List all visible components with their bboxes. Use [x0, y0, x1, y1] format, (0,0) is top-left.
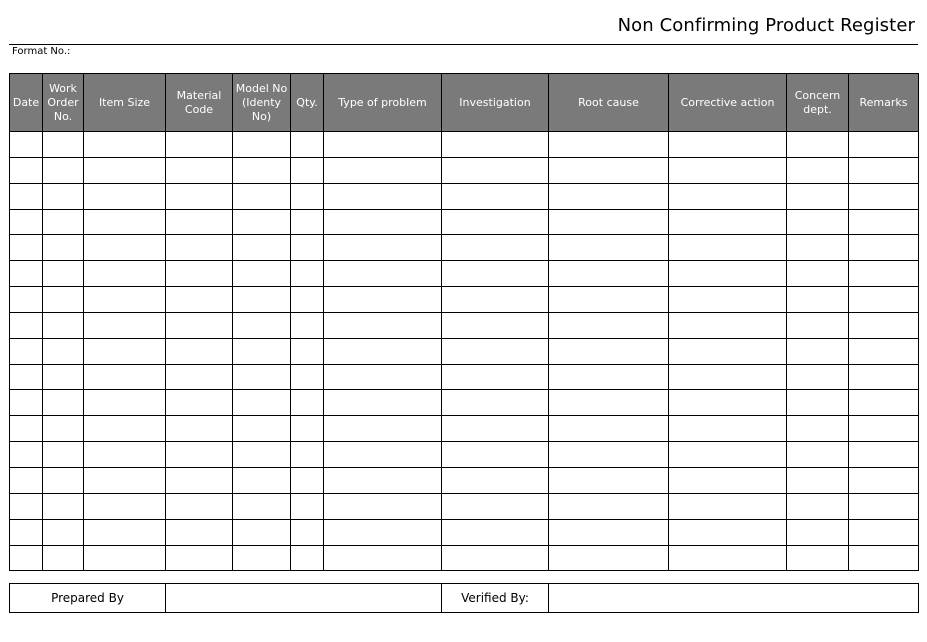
cell-material-code[interactable] [166, 493, 233, 519]
register-table [9, 73, 919, 571]
cell-type-of-problem[interactable] [324, 132, 442, 158]
cell-investigation[interactable] [442, 312, 549, 338]
cell-work-order[interactable] [43, 338, 84, 364]
cell-item-size[interactable] [84, 390, 166, 416]
cell-investigation[interactable] [442, 390, 549, 416]
cell-material-code[interactable] [166, 235, 233, 261]
cell-root-cause[interactable] [549, 312, 669, 338]
header-row [10, 74, 919, 132]
cell-type-of-problem[interactable] [324, 157, 442, 183]
cell-item-size[interactable] [84, 545, 166, 571]
cell-qty[interactable] [291, 390, 324, 416]
format-number-label: Format No.: [12, 46, 71, 57]
cell-remarks[interactable] [849, 545, 919, 571]
cell-concern-dept[interactable] [787, 338, 849, 364]
cell-qty[interactable] [291, 493, 324, 519]
cell-qty[interactable] [291, 338, 324, 364]
table-row [10, 209, 919, 235]
cell-model-no[interactable] [233, 183, 291, 209]
cell-root-cause[interactable] [549, 442, 669, 468]
cell-date[interactable] [10, 467, 43, 493]
cell-concern-dept[interactable] [787, 209, 849, 235]
cell-work-order[interactable] [43, 261, 84, 287]
cell-type-of-problem[interactable] [324, 416, 442, 442]
cell-model-no[interactable] [233, 416, 291, 442]
register-body [10, 132, 919, 571]
cell-root-cause[interactable] [549, 157, 669, 183]
cell-model-no[interactable] [233, 312, 291, 338]
cell-work-order[interactable] [43, 157, 84, 183]
cell-remarks[interactable] [849, 261, 919, 287]
cell-material-code[interactable] [166, 442, 233, 468]
cell-date[interactable] [10, 287, 43, 313]
cell-concern-dept[interactable] [787, 390, 849, 416]
header-item-size: Item Size [84, 74, 166, 132]
cell-type-of-problem[interactable] [324, 493, 442, 519]
cell-date[interactable] [10, 132, 43, 158]
table-row [10, 312, 919, 338]
cell-remarks[interactable] [849, 442, 919, 468]
cell-type-of-problem[interactable] [324, 519, 442, 545]
cell-corrective-action[interactable] [669, 209, 787, 235]
cell-root-cause[interactable] [549, 545, 669, 571]
cell-type-of-problem[interactable] [324, 338, 442, 364]
table-row [10, 519, 919, 545]
table-row [10, 364, 919, 390]
cell-work-order[interactable] [43, 519, 84, 545]
cell-investigation[interactable] [442, 132, 549, 158]
table-row [10, 183, 919, 209]
cell-corrective-action[interactable] [669, 493, 787, 519]
cell-corrective-action[interactable] [669, 287, 787, 313]
header-remarks: Remarks [849, 74, 919, 132]
cell-date[interactable] [10, 416, 43, 442]
cell-investigation[interactable] [442, 209, 549, 235]
signature-row [10, 584, 919, 613]
cell-root-cause[interactable] [549, 493, 669, 519]
cell-work-order[interactable] [43, 416, 84, 442]
table-row [10, 132, 919, 158]
cell-type-of-problem[interactable] [324, 261, 442, 287]
cell-model-no[interactable] [233, 545, 291, 571]
cell-concern-dept[interactable] [787, 442, 849, 468]
table-row [10, 493, 919, 519]
cell-corrective-action[interactable] [669, 390, 787, 416]
cell-material-code[interactable] [166, 364, 233, 390]
cell-date[interactable] [10, 338, 43, 364]
cell-date[interactable] [10, 312, 43, 338]
cell-work-order[interactable] [43, 545, 84, 571]
cell-qty[interactable] [291, 209, 324, 235]
cell-remarks[interactable] [849, 132, 919, 158]
cell-model-no[interactable] [233, 287, 291, 313]
cell-date[interactable] [10, 390, 43, 416]
cell-material-code[interactable] [166, 261, 233, 287]
cell-work-order[interactable] [43, 209, 84, 235]
cell-material-code[interactable] [166, 132, 233, 158]
cell-type-of-problem[interactable] [324, 390, 442, 416]
cell-type-of-problem[interactable] [324, 467, 442, 493]
header-qty: Qty. [291, 74, 324, 132]
cell-material-code[interactable] [166, 390, 233, 416]
cell-root-cause[interactable] [549, 209, 669, 235]
cell-investigation[interactable] [442, 338, 549, 364]
cell-work-order[interactable] [43, 390, 84, 416]
cell-corrective-action[interactable] [669, 442, 787, 468]
cell-qty[interactable] [291, 157, 324, 183]
cell-qty[interactable] [291, 261, 324, 287]
cell-material-code[interactable] [166, 467, 233, 493]
cell-concern-dept[interactable] [787, 364, 849, 390]
cell-item-size[interactable] [84, 157, 166, 183]
cell-type-of-problem[interactable] [324, 442, 442, 468]
cell-corrective-action[interactable] [669, 338, 787, 364]
cell-model-no[interactable] [233, 157, 291, 183]
cell-qty[interactable] [291, 364, 324, 390]
cell-root-cause[interactable] [549, 519, 669, 545]
cell-investigation[interactable] [442, 493, 549, 519]
verified-by-label: Verified By: [442, 584, 549, 613]
cell-concern-dept[interactable] [787, 235, 849, 261]
cell-qty[interactable] [291, 183, 324, 209]
cell-investigation[interactable] [442, 519, 549, 545]
cell-item-size[interactable] [84, 442, 166, 468]
cell-model-no[interactable] [233, 209, 291, 235]
header-type-of-problem: Type of problem [324, 74, 442, 132]
cell-corrective-action[interactable] [669, 132, 787, 158]
cell-root-cause[interactable] [549, 390, 669, 416]
cell-corrective-action[interactable] [669, 519, 787, 545]
cell-date[interactable] [10, 364, 43, 390]
cell-qty[interactable] [291, 235, 324, 261]
table-row [10, 287, 919, 313]
cell-item-size[interactable] [84, 287, 166, 313]
cell-remarks[interactable] [849, 183, 919, 209]
header-model-no: Model No (Identy No) [233, 74, 291, 132]
cell-root-cause[interactable] [549, 287, 669, 313]
cell-corrective-action[interactable] [669, 364, 787, 390]
cell-date[interactable] [10, 261, 43, 287]
header-work-order: Work Order No. [43, 74, 84, 132]
header-investigation: Investigation [442, 74, 549, 132]
cell-concern-dept[interactable] [787, 519, 849, 545]
cell-remarks[interactable] [849, 416, 919, 442]
cell-work-order[interactable] [43, 364, 84, 390]
cell-material-code[interactable] [166, 287, 233, 313]
cell-work-order[interactable] [43, 467, 84, 493]
cell-model-no[interactable] [233, 493, 291, 519]
signature-table [9, 583, 919, 613]
cell-material-code[interactable] [166, 519, 233, 545]
cell-material-code[interactable] [166, 157, 233, 183]
cell-concern-dept[interactable] [787, 157, 849, 183]
cell-concern-dept[interactable] [787, 183, 849, 209]
verified-by-field[interactable] [549, 584, 919, 613]
cell-type-of-problem[interactable] [324, 209, 442, 235]
cell-remarks[interactable] [849, 312, 919, 338]
cell-work-order[interactable] [43, 235, 84, 261]
table-row [10, 545, 919, 571]
cell-corrective-action[interactable] [669, 416, 787, 442]
cell-model-no[interactable] [233, 442, 291, 468]
cell-corrective-action[interactable] [669, 312, 787, 338]
cell-concern-dept[interactable] [787, 467, 849, 493]
cell-remarks[interactable] [849, 390, 919, 416]
table-row [10, 235, 919, 261]
cell-material-code[interactable] [166, 416, 233, 442]
cell-type-of-problem[interactable] [324, 183, 442, 209]
cell-item-size[interactable] [84, 467, 166, 493]
cell-item-size[interactable] [84, 209, 166, 235]
title-divider [9, 44, 918, 45]
cell-investigation[interactable] [442, 416, 549, 442]
table-row [10, 261, 919, 287]
cell-root-cause[interactable] [549, 183, 669, 209]
header-corrective-action: Corrective action [669, 74, 787, 132]
cell-item-size[interactable] [84, 338, 166, 364]
cell-root-cause[interactable] [549, 132, 669, 158]
cell-work-order[interactable] [43, 183, 84, 209]
cell-root-cause[interactable] [549, 338, 669, 364]
cell-root-cause[interactable] [549, 416, 669, 442]
cell-type-of-problem[interactable] [324, 545, 442, 571]
cell-investigation[interactable] [442, 442, 549, 468]
cell-date[interactable] [10, 545, 43, 571]
table-row [10, 416, 919, 442]
cell-remarks[interactable] [849, 235, 919, 261]
cell-model-no[interactable] [233, 235, 291, 261]
cell-date[interactable] [10, 493, 43, 519]
cell-model-no[interactable] [233, 467, 291, 493]
cell-corrective-action[interactable] [669, 545, 787, 571]
cell-item-size[interactable] [84, 493, 166, 519]
cell-corrective-action[interactable] [669, 183, 787, 209]
prepared-by-field[interactable] [166, 584, 442, 613]
cell-investigation[interactable] [442, 545, 549, 571]
table-row [10, 390, 919, 416]
cell-investigation[interactable] [442, 364, 549, 390]
cell-work-order[interactable] [43, 287, 84, 313]
cell-root-cause[interactable] [549, 364, 669, 390]
cell-remarks[interactable] [849, 209, 919, 235]
cell-type-of-problem[interactable] [324, 235, 442, 261]
cell-concern-dept[interactable] [787, 416, 849, 442]
cell-remarks[interactable] [849, 493, 919, 519]
header-concern-dept: Concern dept. [787, 74, 849, 132]
header-material-code: Material Code [166, 74, 233, 132]
cell-model-no[interactable] [233, 364, 291, 390]
cell-concern-dept[interactable] [787, 545, 849, 571]
cell-type-of-problem[interactable] [324, 312, 442, 338]
cell-material-code[interactable] [166, 338, 233, 364]
cell-remarks[interactable] [849, 157, 919, 183]
cell-investigation[interactable] [442, 157, 549, 183]
cell-concern-dept[interactable] [787, 493, 849, 519]
cell-date[interactable] [10, 442, 43, 468]
cell-investigation[interactable] [442, 183, 549, 209]
cell-concern-dept[interactable] [787, 287, 849, 313]
cell-qty[interactable] [291, 416, 324, 442]
cell-remarks[interactable] [849, 467, 919, 493]
cell-qty[interactable] [291, 467, 324, 493]
table-row [10, 442, 919, 468]
cell-material-code[interactable] [166, 209, 233, 235]
cell-material-code[interactable] [166, 545, 233, 571]
cell-corrective-action[interactable] [669, 467, 787, 493]
table-row [10, 338, 919, 364]
cell-qty[interactable] [291, 545, 324, 571]
cell-investigation[interactable] [442, 235, 549, 261]
cell-qty[interactable] [291, 442, 324, 468]
cell-work-order[interactable] [43, 312, 84, 338]
cell-concern-dept[interactable] [787, 132, 849, 158]
table-row [10, 467, 919, 493]
cell-model-no[interactable] [233, 390, 291, 416]
page-title: Non Confirming Product Register [617, 15, 915, 36]
cell-date[interactable] [10, 183, 43, 209]
cell-remarks[interactable] [849, 519, 919, 545]
cell-qty[interactable] [291, 312, 324, 338]
cell-investigation[interactable] [442, 261, 549, 287]
cell-item-size[interactable] [84, 235, 166, 261]
cell-qty[interactable] [291, 519, 324, 545]
cell-model-no[interactable] [233, 261, 291, 287]
header-date: Date [10, 74, 43, 132]
cell-type-of-problem[interactable] [324, 287, 442, 313]
header-root-cause: Root cause [549, 74, 669, 132]
cell-corrective-action[interactable] [669, 235, 787, 261]
cell-item-size[interactable] [84, 519, 166, 545]
table-row [10, 157, 919, 183]
cell-concern-dept[interactable] [787, 312, 849, 338]
cell-remarks[interactable] [849, 364, 919, 390]
cell-date[interactable] [10, 157, 43, 183]
cell-item-size[interactable] [84, 183, 166, 209]
cell-model-no[interactable] [233, 338, 291, 364]
prepared-by-label: Prepared By [10, 584, 166, 613]
cell-root-cause[interactable] [549, 467, 669, 493]
cell-work-order[interactable] [43, 493, 84, 519]
cell-root-cause[interactable] [549, 261, 669, 287]
cell-item-size[interactable] [84, 364, 166, 390]
cell-material-code[interactable] [166, 183, 233, 209]
cell-work-order[interactable] [43, 132, 84, 158]
cell-model-no[interactable] [233, 519, 291, 545]
cell-corrective-action[interactable] [669, 261, 787, 287]
cell-date[interactable] [10, 235, 43, 261]
cell-item-size[interactable] [84, 261, 166, 287]
cell-root-cause[interactable] [549, 235, 669, 261]
cell-model-no[interactable] [233, 132, 291, 158]
cell-item-size[interactable] [84, 416, 166, 442]
cell-item-size[interactable] [84, 132, 166, 158]
cell-qty[interactable] [291, 287, 324, 313]
cell-qty[interactable] [291, 132, 324, 158]
cell-corrective-action[interactable] [669, 157, 787, 183]
cell-material-code[interactable] [166, 312, 233, 338]
cell-date[interactable] [10, 519, 43, 545]
cell-investigation[interactable] [442, 287, 549, 313]
cell-remarks[interactable] [849, 338, 919, 364]
cell-investigation[interactable] [442, 467, 549, 493]
cell-remarks[interactable] [849, 287, 919, 313]
cell-concern-dept[interactable] [787, 261, 849, 287]
cell-work-order[interactable] [43, 442, 84, 468]
cell-item-size[interactable] [84, 312, 166, 338]
cell-type-of-problem[interactable] [324, 364, 442, 390]
cell-date[interactable] [10, 209, 43, 235]
